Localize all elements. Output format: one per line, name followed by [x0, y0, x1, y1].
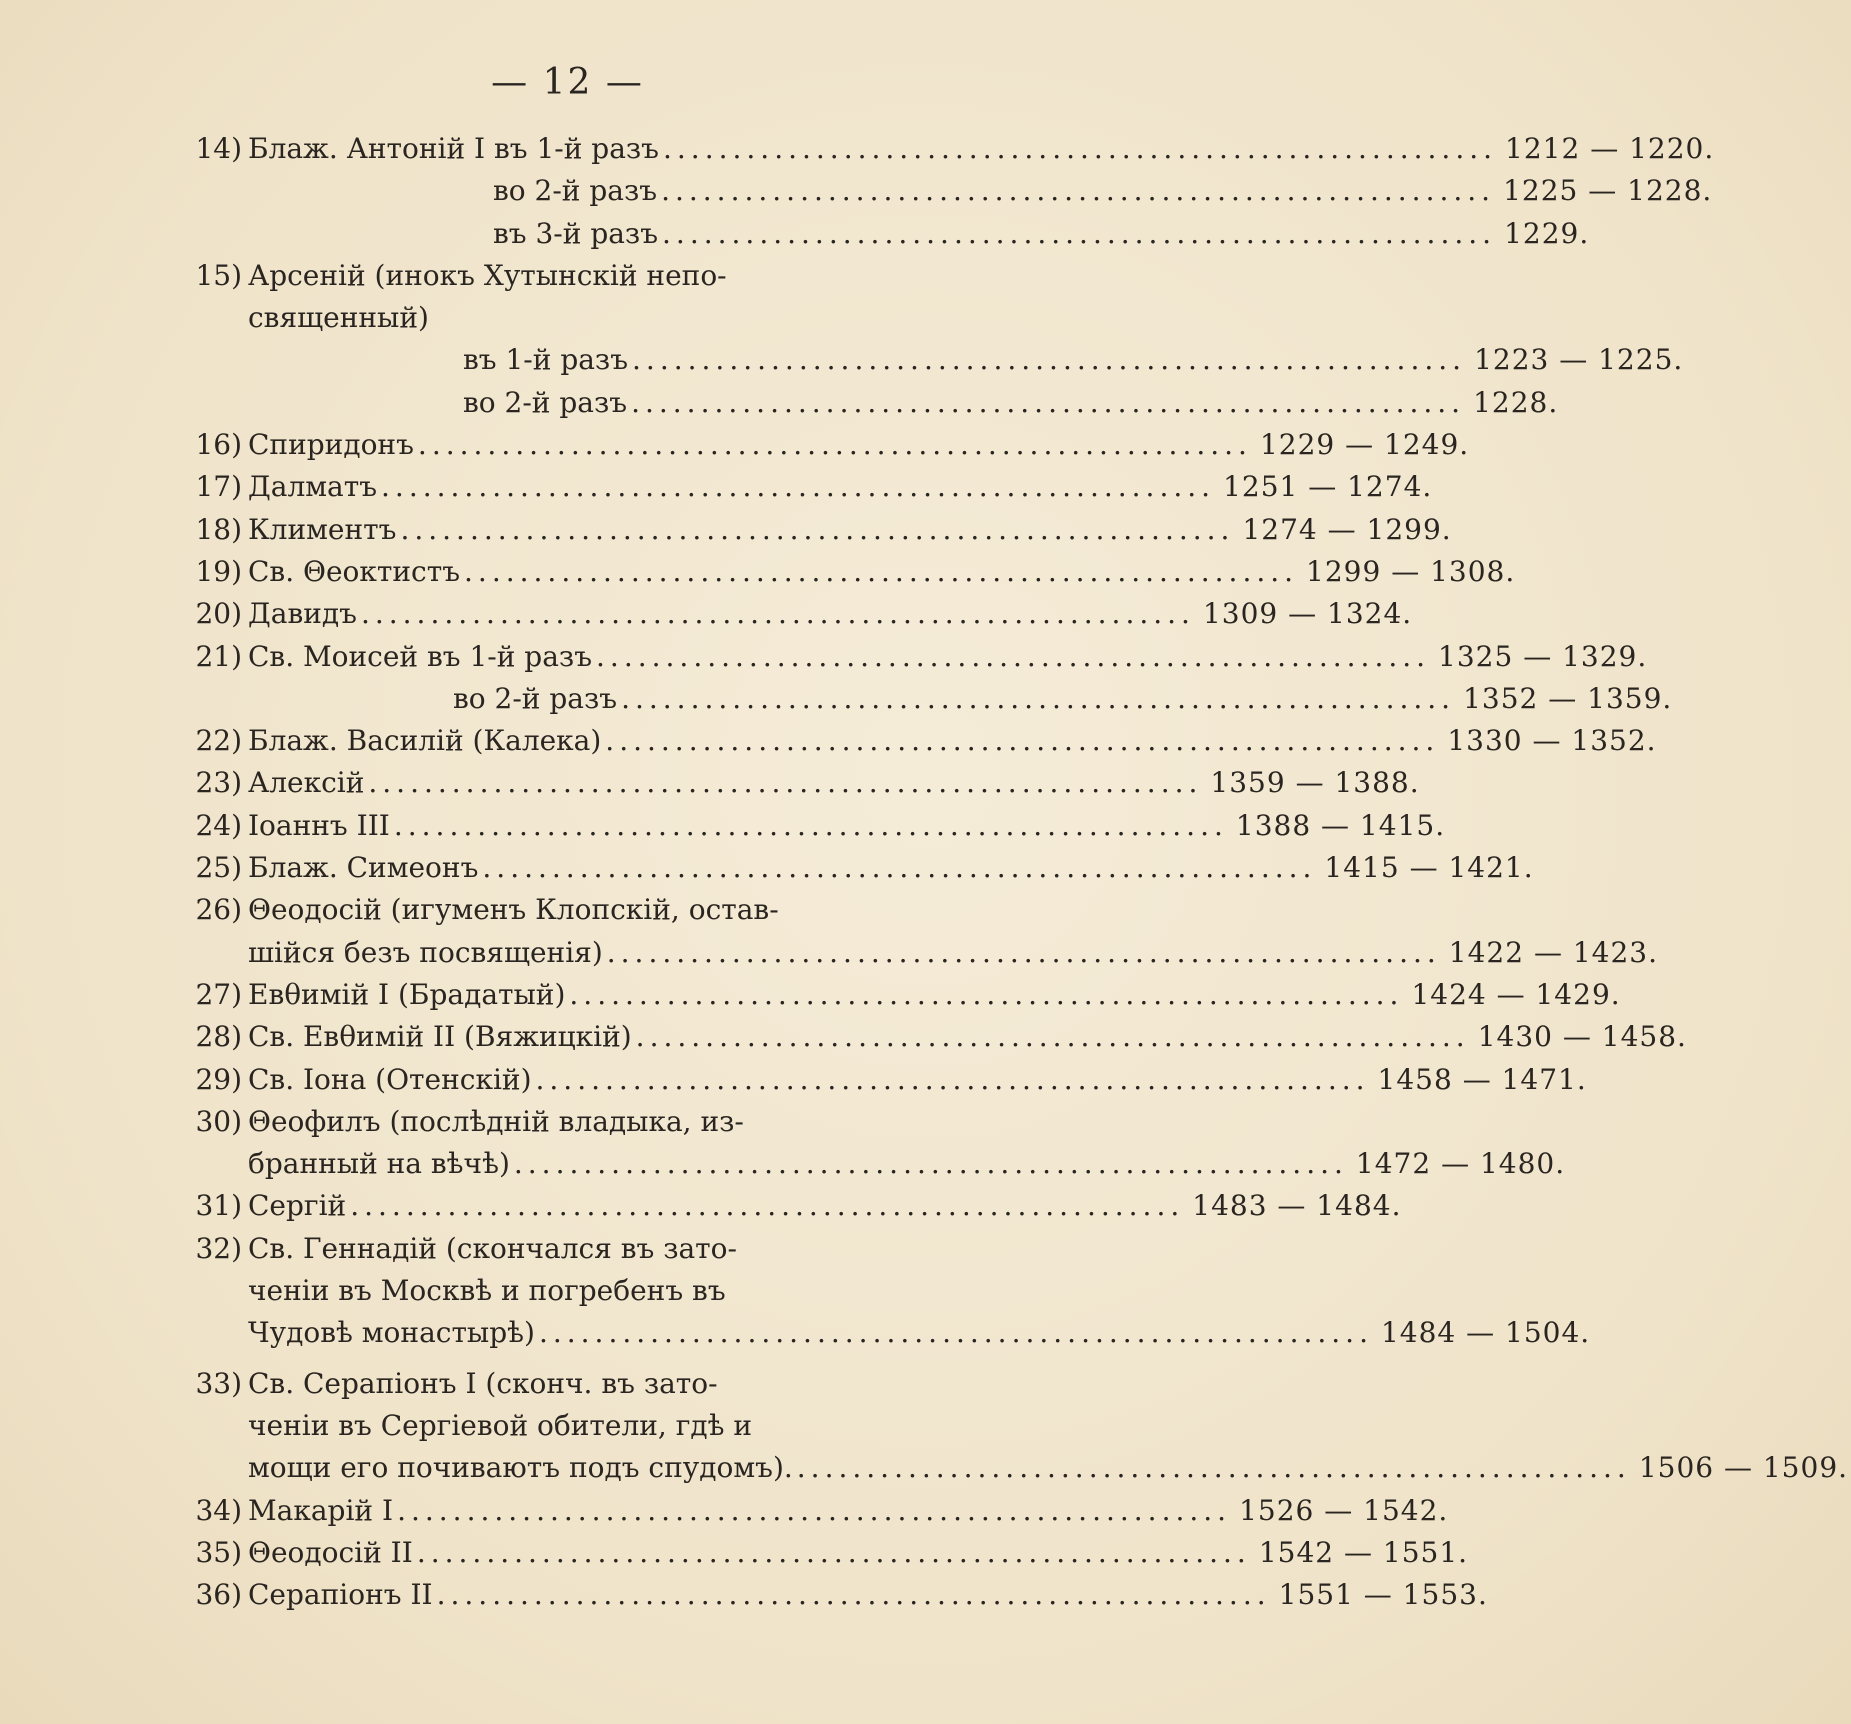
list-item: [172, 509, 1452, 551]
list-item: [172, 1059, 1587, 1101]
list-item: [172, 1363, 970, 1405]
list-item: [172, 805, 1446, 847]
entry-dates: 1274 — 1299.: [1242, 512, 1452, 546]
list-item: [172, 1101, 970, 1143]
entry-name: Чудовѣ монастырѣ): [248, 1316, 535, 1350]
dot-leader: ............................................................: [535, 1062, 1370, 1096]
list-item: [172, 1447, 1849, 1489]
entry-name: въ 1-й разъ: [463, 343, 629, 377]
entry-number: 33): [195, 1366, 242, 1400]
entry-dates: 1506 — 1509.: [1638, 1451, 1849, 1485]
entry-name: Блаж. Симеонъ: [248, 851, 479, 885]
entry-name: Евθимій I (Брадатый): [248, 977, 566, 1011]
entry-number: 21): [195, 639, 242, 673]
list-item: [172, 974, 1621, 1016]
entry-number: 14): [195, 132, 242, 165]
entry-number: 32): [195, 1231, 242, 1265]
dot-leader: ............................................................: [350, 1189, 1185, 1223]
entry-name: Блаж. Антоній I въ 1-й разъ: [248, 132, 659, 165]
dot-leader: ............................................................: [397, 1493, 1232, 1527]
entry-name: Θеофилъ (послѣдній владыка, из-: [248, 1104, 744, 1138]
list-item: [172, 1228, 970, 1270]
entry-number: 27): [195, 977, 242, 1011]
dot-leader: ............................................................: [661, 174, 1496, 208]
entry-name: Серапіонъ II: [248, 1578, 433, 1612]
dot-leader: ............................................................: [482, 851, 1317, 885]
entry-dates: 1415 — 1421.: [1324, 851, 1534, 885]
dot-leader: ............................................................: [436, 1578, 1271, 1612]
entry-number: 22): [195, 724, 242, 758]
entry-name: шійся безъ посвященія): [248, 935, 603, 969]
list-item: [172, 1143, 1566, 1185]
entry-dates: 1309 — 1324.: [1202, 597, 1413, 631]
entry-name: Іоаннъ III: [248, 808, 390, 842]
list-item: [172, 678, 1673, 720]
list-item: [172, 466, 1433, 508]
dot-leader: ............................................................: [513, 1147, 1348, 1181]
dot-leader: ............................................................: [631, 385, 1466, 419]
dot-leader: ............................................................: [635, 1020, 1470, 1054]
list-item: [172, 170, 1713, 212]
dot-leader: ............................................................: [416, 1535, 1251, 1569]
entry-name: ченіи въ Москвѣ и погребенъ въ: [248, 1274, 726, 1308]
entry-name: Св. Геннадій (скончался въ зато-: [248, 1231, 737, 1265]
entry-number: 36): [195, 1578, 242, 1612]
entry-number: 25): [195, 851, 242, 885]
entry-dates: 1325 — 1329.: [1438, 639, 1648, 673]
list-item: [172, 1185, 1402, 1227]
list-item: [172, 297, 970, 339]
dot-leader: ............................................................: [606, 935, 1441, 969]
hierarchs-list: [172, 128, 1849, 1616]
entry-dates: 1223 — 1225.: [1474, 343, 1684, 377]
entry-name: Спиридонъ: [248, 428, 414, 462]
dot-leader: ............................................................: [400, 512, 1235, 546]
entry-dates: 1526 — 1542.: [1239, 1493, 1449, 1527]
dot-leader: ............................................................: [464, 554, 1299, 588]
entry-dates: 1229 — 1249.: [1259, 428, 1470, 462]
entry-name: Блаж. Василій (Калека): [248, 724, 602, 758]
dot-leader: ............................................................: [538, 1316, 1373, 1350]
entry-number: 24): [195, 808, 242, 842]
entry-dates: 1212 — 1220.: [1505, 132, 1715, 165]
entry-name: Θеодосій (игуменъ Клопскій, остав-: [248, 893, 779, 927]
entry-name: Климентъ: [248, 512, 397, 546]
entry-name: Сергій: [248, 1189, 347, 1223]
entry-number: 20): [195, 597, 242, 631]
list-item: [172, 1532, 1469, 1574]
entry-number: 28): [195, 1020, 242, 1054]
entry-dates: 1551 — 1553.: [1278, 1578, 1488, 1612]
entry-dates: 1299 — 1308.: [1306, 554, 1516, 588]
entry-dates: 1458 — 1471.: [1377, 1062, 1587, 1096]
entry-name: Св. Евθимій II (Вяжицкій): [248, 1020, 632, 1054]
entry-dates: 1225 — 1228.: [1503, 174, 1713, 208]
entry-name: во 2-й разъ: [493, 174, 658, 208]
entry-name: Св. Іона (Отенскій): [248, 1062, 532, 1096]
entry-dates: 1424 — 1429.: [1411, 977, 1621, 1011]
dot-leader: ............................................................: [632, 343, 1467, 377]
dot-leader: ............................................................: [417, 428, 1252, 462]
dot-leader: ............................................................: [796, 1451, 1631, 1485]
list-item: [172, 593, 1413, 635]
list-item: [172, 932, 1658, 974]
list-item: [172, 1270, 970, 1312]
entry-number: 35): [195, 1535, 242, 1569]
dot-leader: ............................................................: [381, 470, 1216, 504]
entry-name: Св. Серапіонъ I (сконч. въ зато-: [248, 1366, 718, 1400]
dot-leader: ............................................................: [605, 724, 1440, 758]
entry-name: мощи его почиваютъ подъ спудомъ).: [248, 1451, 793, 1485]
entry-number: 26): [195, 893, 242, 927]
entry-dates: 1359 — 1388.: [1210, 766, 1420, 800]
list-item: [172, 1490, 1449, 1532]
entry-number: 34): [195, 1493, 242, 1527]
entry-name: Арсеній (инокъ Хутынскій непо-: [248, 258, 727, 292]
dot-leader: ............................................................: [569, 977, 1404, 1011]
entry-dates: 1430 — 1458.: [1477, 1020, 1687, 1054]
entry-dates: 1330 — 1352.: [1447, 724, 1657, 758]
dot-leader: ............................................................: [662, 216, 1497, 250]
entry-number: 19): [195, 554, 242, 588]
page-number: — 12 —: [491, 62, 644, 103]
entry-name: священный): [248, 301, 429, 335]
entry-name: Далматъ: [248, 470, 378, 504]
entry-name: во 2-й разъ: [453, 681, 618, 715]
list-item: [172, 339, 1684, 381]
list-item: [172, 636, 1648, 678]
entry-name: Давидъ: [248, 597, 357, 631]
entry-name: Св. Θеоктистъ: [248, 554, 461, 588]
entry-dates: 1251 — 1274.: [1223, 470, 1433, 504]
entry-name: ченіи въ Сергіевой обители, гдѣ и: [248, 1408, 753, 1442]
entry-dates: 1422 — 1423.: [1448, 935, 1658, 969]
entry-name: во 2-й разъ: [463, 385, 628, 419]
entry-dates: 1472 — 1480.: [1355, 1147, 1566, 1181]
list-item: [172, 889, 970, 931]
list-item: [172, 847, 1534, 889]
list-item: [172, 1574, 1488, 1616]
dot-leader: ............................................................: [621, 681, 1456, 715]
entry-name: Св. Моисей въ 1-й разъ: [248, 639, 593, 673]
entry-dates: 1388 — 1415.: [1235, 808, 1446, 842]
entry-number: 23): [195, 766, 242, 800]
entry-name: въ 3-й разъ: [493, 216, 659, 250]
entry-dates: 1228.: [1473, 385, 1559, 419]
list-item: [172, 762, 1420, 804]
entry-number: 17): [195, 470, 242, 504]
entry-dates: 1352 — 1359.: [1463, 681, 1673, 715]
entry-name: Макарій I: [248, 1493, 394, 1527]
list-item: [172, 551, 1516, 593]
entry-name: Θеодосій II: [248, 1535, 413, 1569]
entry-number: 31): [195, 1189, 242, 1223]
list-item: [172, 255, 970, 297]
entry-number: 30): [195, 1104, 242, 1138]
list-item: [172, 1405, 970, 1447]
list-item: [172, 382, 1559, 424]
entry-number: 18): [195, 512, 242, 546]
list-item: [172, 720, 1657, 762]
entry-dates: 1542 — 1551.: [1258, 1535, 1469, 1569]
list-item: [172, 128, 1715, 170]
entry-dates: 1483 — 1484.: [1192, 1189, 1402, 1223]
entry-dates: 1484 — 1504.: [1380, 1316, 1591, 1350]
dot-leader: ............................................................: [360, 597, 1195, 631]
entry-number: 16): [195, 428, 242, 462]
entry-dates: 1229.: [1504, 216, 1590, 250]
dot-leader: ............................................................: [368, 766, 1203, 800]
dot-leader: ............................................................: [663, 132, 1498, 165]
dot-leader: ............................................................: [596, 639, 1431, 673]
list-item: [172, 424, 1470, 466]
entry-number: 15): [195, 258, 242, 292]
entry-name: бранный на вѣчѣ): [248, 1147, 510, 1181]
list-item: [172, 213, 1590, 255]
dot-leader: ............................................................: [393, 808, 1228, 842]
list-item: [172, 1312, 1591, 1354]
entry-number: 29): [195, 1062, 242, 1096]
list-item: [172, 1016, 1687, 1058]
entry-name: Алексій: [248, 766, 365, 800]
